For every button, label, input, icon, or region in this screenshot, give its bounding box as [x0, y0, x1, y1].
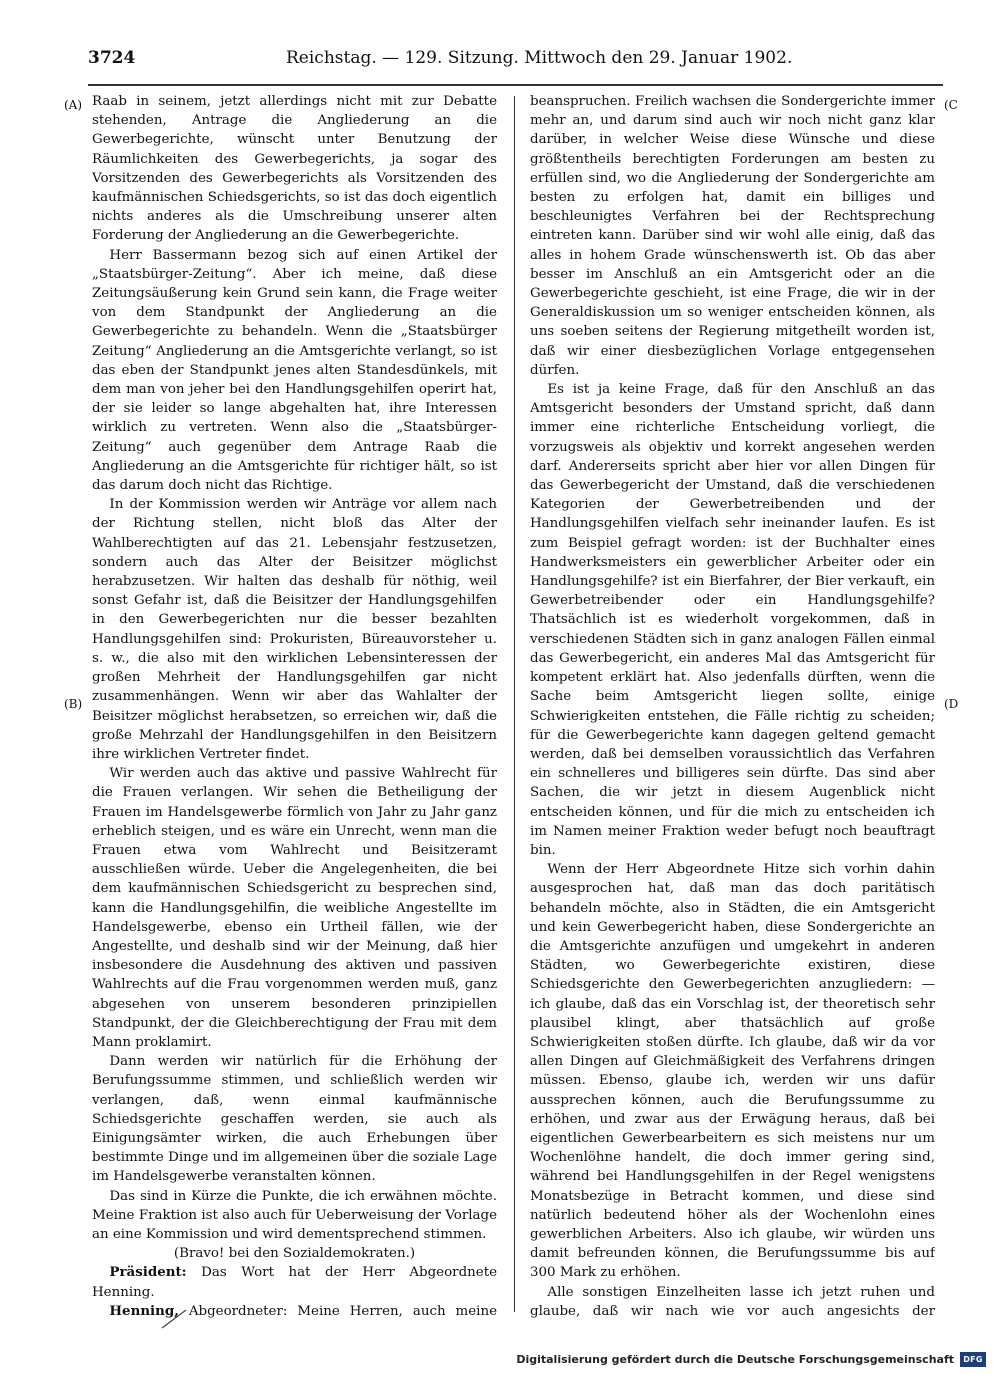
margin-mark-c: (C: [944, 98, 958, 112]
margin-mark-b: (B): [64, 697, 83, 711]
paragraph: beanspruchen. Freilich wachsen die Sondergerichte immer mehr an, und darum sind auch wir noch nicht ganz klar darüber, in welcher Weise diese Wünsche und diese größtentheils berechtigten Forderungen am besten zu erfüllen sind, wo die Angliederung der Sondergerichte am besten zu erfolgen hat, damit ein billiges und beschleunigtes Verfahren bei der Rechtsprechung eintreten kann. Darüber sind wir wohl alle einig, daß das alles in hohem Grade wünschenswerth ist. Ob das aber besser im Anschluß an ein Amtsgericht oder an die Gewerbegerichte geschieht, ist eine Frage, die wir in der Generaldiskussion um so weniger entscheiden können, als uns soeben seitens der Regierung mitgetheilt worden ist, daß wir einer diesbezüglichen Vorlage entgegensehen dürfen.: [530, 94, 935, 378]
pen-mark: [160, 1308, 188, 1330]
president-remark: [92, 1263, 497, 1301]
paragraph: In der Kommission werden wir Anträge vor allem nach der Richtung stellen, nicht bloß das Alter der Wahlberechtigten auf das 21. Lebensjahr festzusetzen, sondern auch das Alter der Beisitzer möglichst herabzusetzen. Wir halten das deshalb für nöthig, weil sonst Gefahr ist, daß die Beisitzer der Handlungsgehilfen in den Gewerbegerichten nur die besser bezahlten Handlungsgehilfen sind: Prokuristen, Büreauvorsteher u. s. w., die also mit den wirklichen Lebensinteressen der großen Mehrheit der Handlungsgehilfen gar nicht zusammenhängen. Wenn wir aber das Wahlalter der Beisitzer möglichst herabsetzen, so erreichen wir, daß die große Mehrzahl der Handlungsgehilfen in den Beisitzern ihre wirklichen Vertreter findet.: [92, 497, 497, 762]
paragraph: Das sind in Kürze die Punkte, die ich erwähnen möchte. Meine Fraktion ist also auch für Ueberweisung der Vorlage an eine Kommission und wird dementsprechend stimmen.: [92, 1188, 497, 1242]
speech-text: Abgeordneter: Meine Herren, auch meine: [188, 1303, 497, 1319]
speaker-name: Präsident:: [109, 1264, 187, 1281]
column-divider: [514, 96, 515, 1312]
paragraph: Raab in seinem, jetzt allerdings nicht mit zur Debatte stehenden, Antrage die Angliederung an die Gewerbegerichte, wünscht unter Benutzung der Räumlichkeiten des Gewerbegerichts, ja sogar des Vorsitzenden des Gewerbegerichts als Vorsitzenden des kaufmännischen Schiedsgerichts, so ist das doch eigentlich nichts anderes als die Umschreibung unserer alten Forderung der Angliederung an die Gewerbegerichte.: [92, 94, 497, 244]
speech-text: Das Wort hat der Herr Abgeordnete Henning.: [92, 1265, 497, 1300]
running-title: Reichstag. — 129. Sitzung. Mittwoch den 29. Januar 1902.: [286, 48, 793, 68]
paragraph: Dann werden wir natürlich für die Erhöhung der Berufungssumme stimmen, und schließlich werden wir verlangen, daß, wenn einmal kaufmännische Schiedsgerichte geschaffen werden, sie auch als Einigungsämter wirken, die auch Erhebungen über bestimmte Dinge und im allgemeinen über die soziale Lage im Handelsgewerbe veranstalten können.: [92, 1054, 497, 1185]
speaker-name: Henning,: [109, 1302, 179, 1319]
paragraph: Es ist ja keine Frage, daß für den Anschluß an das Amtsgericht besonders der Umstand spricht, daß dann immer eine richterliche Entscheidung vorliegt, die vorzugsweis als objektiv und korrekt angesehen werden darf. Andererseits spricht aber hier vor allen Dingen für das Gewerbegericht der Umstand, daß die verschiedenen Kategorien der Gewerbetreibenden und der Handlungsgehilfen vielfach sehr ineinander laufen. Es ist zum Beispiel gefragt worden: ist der Buchhalter eines Handwerksmeisters ein gewerblicher Arbeiter oder ein Handlungsgehilfe? ist ein Bierfahrer, der Bier verkauft, ein Gewerbetreibender oder ein Handlungsgehilfe? Thatsächlich ist es wiederholt vorgekommen, daß in verschiedenen Städten sich in ganz analogen Fällen einmal das Gewerbegericht, ein anderes Mal das Amtsgericht für kompetent erklärt hat. Also jedenfalls dürften, wenn die Sache beim Amtsgericht liegen sollte, einige Schwierigkeiten entstehen, die Fälle richtig zu scheiden; für die Gewerbegerichte kann dagegen geltend gemacht werden, daß bei demselben voraussichtlich das Verfahren ein schnelleres und billigeres sein dürfte. Das sind aber Sachen, die wir jetzt in diesem Augenblick nicht entscheiden können, und für die mich zu entscheiden ich im Namen meiner Fraktion weder befugt noch beauftragt bin.: [530, 382, 935, 858]
page-header: [88, 48, 943, 74]
paragraph: Wir werden auch das aktive und passive Wahlrecht für die Frauen verlangen. Wir sehen die Betheiligung der Frauen im Handelsgewerbe förmlich von Jahr zu Jahr ganz erheblich steigen, und es wäre ein Unrecht, wenn man die Frauen etwa vom Wahlrecht und Beisitzeramt ausschließen würde. Ueber die Angelegenheiten, die bei dem kaufmännischen Schiedsgericht zu besprechen sind, kann die Handlungsgehilfin, die weibliche Angestellte im Handelsgewerbe, ebenso ein Urtheil fällen, wie der Angestellte, und deshalb sind wir der Meinung, daß hier insbesondere die Ausdehnung des aktiven und passiven Wahlrechts auf die Frau vorgenommen werden muß, ganz abgesehen von unserem besonderen prinzipiellen Standpunkt, der die Gleichberechtigung der Frau mit dem Mann proklamirt.: [92, 766, 497, 1050]
paragraph: Herr Bassermann bezog sich auf einen Artikel der „Staatsbürger-Zeitung“. Aber ich meine, daß diese Zeitungsäußerung kein Grund sein kann, die Frage weiter von dem Standpunkt der Angliederung an die Gewerbegerichte zu behandeln. Wenn die „Staatsbürger Zeitung“ Angliederung an die Amtsgerichte verlangt, so ist das eben der Standpunkt jenes alten Standesdünkels, mit dem man von jeher bei den Handlungsgehilfen operirt hat, der sie leider so lange abgehalten hat, ihre Interessen wirklich zu vertreten. Wenn also die „Staatsbürger-Zeitung“ auch gegenüber dem Antrage Raab die Angliederung an die Amtsgerichte für richtiger hält, so ist das darum doch nicht das Richtige.: [92, 247, 497, 494]
right-column: [530, 92, 935, 1322]
paragraph: Alle sonstigen Einzelheiten lasse ich jetzt ruhen und glaube, daß wir nach wie vor auch angesichts der: [530, 1284, 935, 1319]
margin-mark-a: (A): [64, 98, 83, 112]
paragraph: Wenn der Herr Abgeordnete Hitze sich vorhin dahin ausgesprochen hat, daß man das doch paritätisch behandeln möchte, also in Städten, die ein Amtsgericht und kein Gewerbegericht haben, diese Sondergerichte an die Amtsgerichte anzufügen und umgekehrt in anderen Städten, wo Gewerbegerichte existiren, diese Schiedsgerichte den Gewerbegerichten anzugliedern: — ich glaube, daß das ein Vorschlag ist, der theoretisch sehr plausibel klingt, aber thatsächlich auf große Schwierigkeiten stoßen dürfte. Ich glaube, daß wir da vor allen Dingen auf Gleichmäßigkeit des Verfahrens dringen müssen. Ebenso, glaube ich, werden wir uns dafür aussprechen können, auch die Berufungssumme zu erhöhen, und zwar aus der Erwägung heraus, daß bei eigentlichen Gewerbearbeitern es sich meistens nur um Wochenlöhne handelt, die doch immer gering sind, während bei Handlungsgehilfen in der Regel wenigstens Monatsbezüge in Betracht kommen, und diese sind natürlich bedeutend höher als der Wochenlohn eines gewerblichen Arbeiters. Also ich glaube, wir würden uns damit befreunden können, die Berufungssumme bis auf 300 Mark zu erhöhen.: [530, 862, 935, 1281]
speech-henning: [92, 1302, 497, 1322]
header-rule: [88, 84, 943, 86]
margin-mark-d: (D: [944, 697, 959, 711]
page-number: 3724: [88, 48, 136, 68]
digitization-credit: [516, 1352, 986, 1367]
applause-note: (Bravo! bei den Sozialdemokraten.): [173, 1246, 416, 1262]
dfg-logo-icon: DFG: [960, 1352, 986, 1367]
credit-text: Digitalisierung gefördert durch die Deutsche Forschungsgemeinschaft: [516, 1353, 954, 1366]
left-column: [92, 92, 497, 1322]
